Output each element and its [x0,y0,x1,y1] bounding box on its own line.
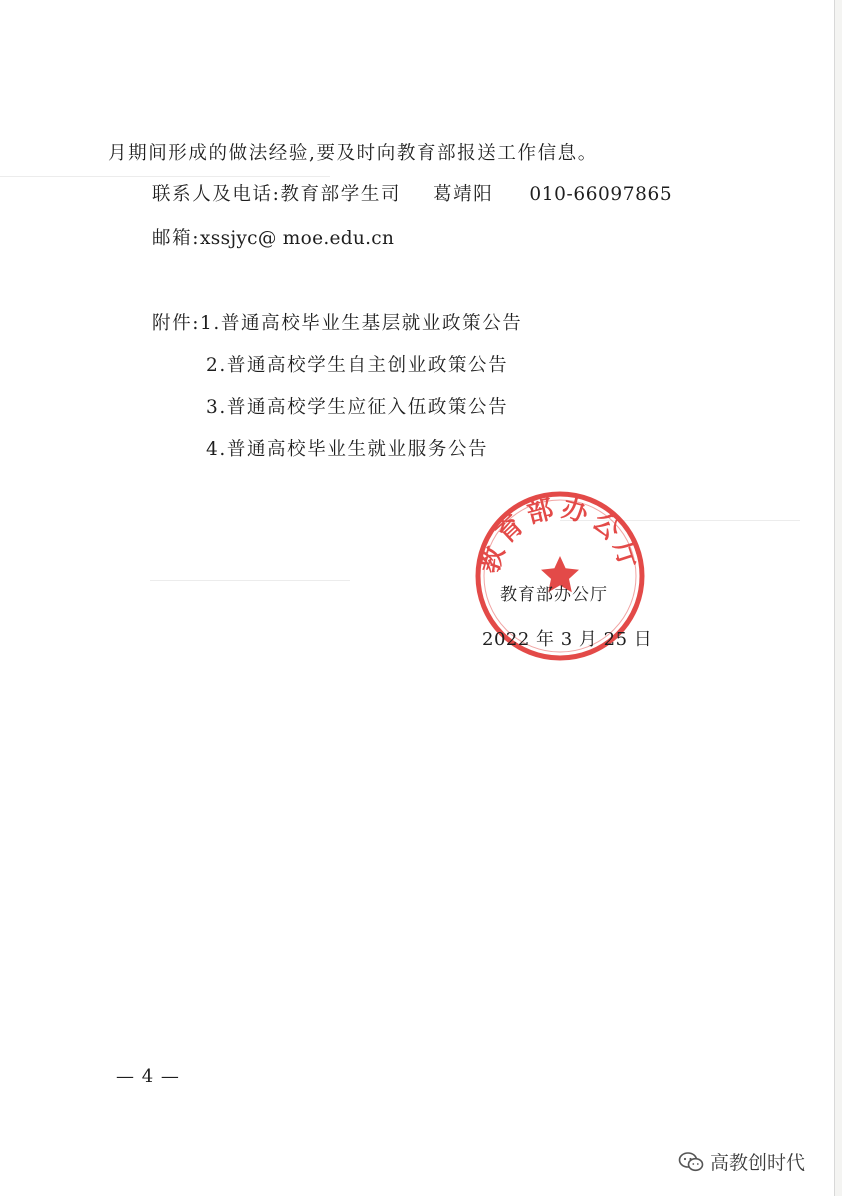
scan-artifact-line [0,176,330,177]
watermark [678,1148,805,1175]
seal-text: 教育部办公厅 [474,493,646,577]
attachment-item-4: 4.普通高校毕业生就业服务公告 [206,439,489,460]
issuer: 教育部办公厅 [500,585,608,605]
attachment-item-1 [152,315,522,334]
email-address: xssjyc@ moe.edu.cn [200,228,395,249]
wechat-icon [678,1151,704,1173]
page-number: — 4 — [116,1066,180,1087]
email-label: 邮箱: [152,228,201,249]
attachment-item-2: 2.普通高校学生自主创业政策公告 [206,355,509,376]
paragraph-end: 月期间形成的做法经验,要及时向教育部报送工作信息。 [108,143,598,164]
scan-artifact-line [150,580,350,581]
attachment-item-3: 3.普通高校学生应征入伍政策公告 [206,397,509,418]
attachment-title: 1.普通高校毕业生基层就业政策公告 [200,313,523,334]
attachments-label: 附件: [152,313,201,334]
contact-phone: 010-66097865 [529,184,673,205]
watermark-text: 高教创时代 [710,1152,806,1174]
contact-label: 联系人及电话:教育部学生司 [152,184,402,205]
contact-line [152,186,672,205]
contact-name: 葛靖阳 [433,184,494,205]
email-line [152,230,394,249]
issue-date: 2022 年 3 月 25 日 [482,629,653,650]
